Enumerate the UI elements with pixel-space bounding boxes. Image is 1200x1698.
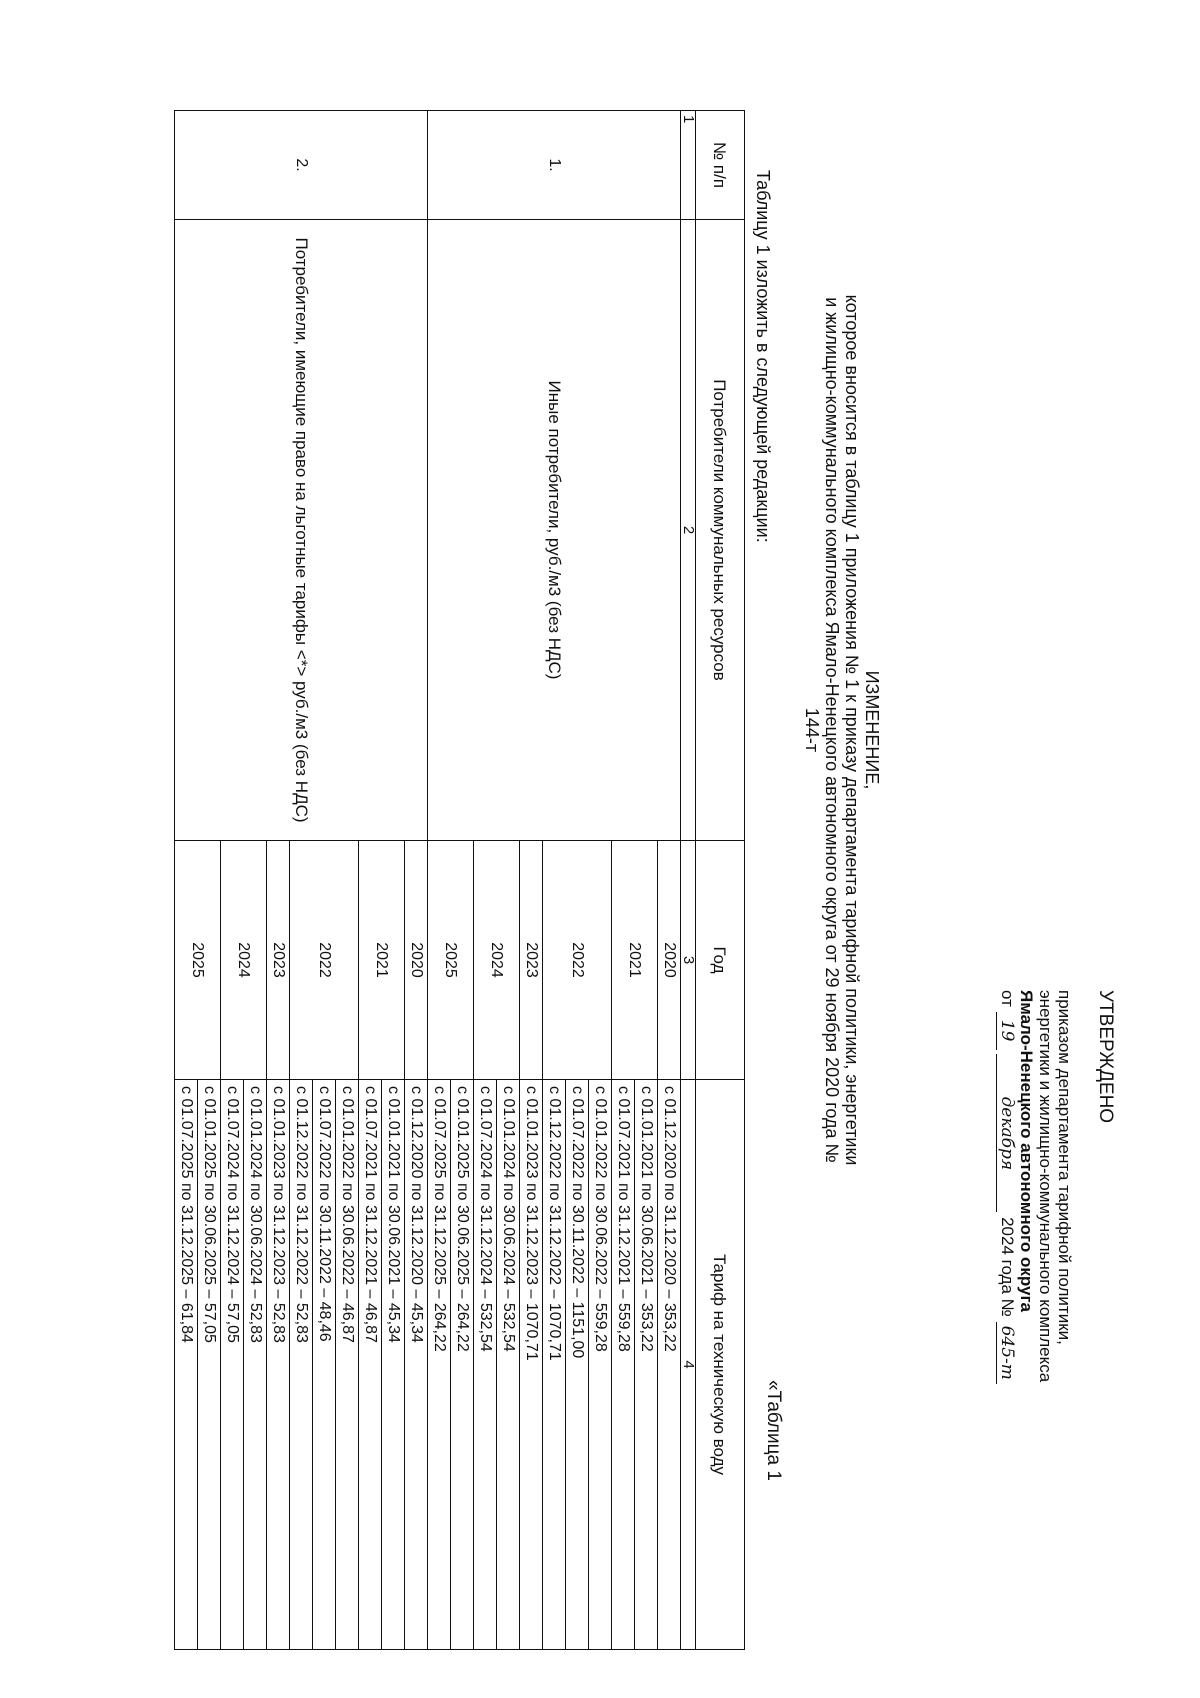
document-heading — [802, 110, 882, 1350]
tariff-cell: с 01.07.2025 по 31.12.2025 – 61,84 — [175, 1080, 198, 1650]
year-cell: 2020 — [405, 841, 428, 1080]
year-cell: 2024 — [474, 841, 520, 1080]
row-number: 2. — [175, 111, 428, 220]
row-number: 1. — [428, 111, 681, 220]
tariff-cell: с 01.12.2022 по 31.12.2022 – 1070,71 — [543, 1080, 566, 1650]
index-cell: 4 — [681, 1080, 696, 1650]
tariff-cell: с 01.01.2024 по 30.06.2024 – 532,54 — [497, 1080, 520, 1650]
index-cell: 1 — [681, 111, 696, 220]
tariff-cell: с 01.01.2023 по 31.12.2023 – 52,83 — [267, 1080, 290, 1650]
approval-block — [996, 990, 1115, 1420]
header-consumers: Потребители коммунальных ресурсов — [696, 220, 745, 841]
year-cell: 2024 — [221, 841, 267, 1080]
tariff-cell: с 01.07.2025 по 31.12.2025 – 264,22 — [428, 1080, 451, 1650]
table-header-row — [696, 111, 745, 1650]
year-cell: 2022 — [543, 841, 612, 1080]
header-year: Год — [696, 841, 745, 1080]
tariff-table — [174, 110, 745, 1650]
year-cell: 2025 — [428, 841, 474, 1080]
tariff-cell: с 01.01.2023 по 31.12.2023 – 1070,71 — [520, 1080, 543, 1650]
header-tariff: Тариф на техническую воду — [696, 1080, 745, 1650]
tariff-cell: с 01.01.2022 по 30.06.2022 – 46,87 — [336, 1080, 359, 1650]
date-year-text: 2024 года № — [998, 1217, 1017, 1317]
tariff-cell: с 01.07.2021 по 31.12.2021 – 46,87 — [359, 1080, 382, 1650]
consumer-category: Потребители, имеющие право на льготные тарифы <*> руб./м3 (без НДС) — [175, 220, 428, 841]
year-cell: 2025 — [175, 841, 221, 1080]
year-cell: 2023 — [267, 841, 290, 1080]
tariff-cell: с 01.07.2022 по 30.11.2022 – 48,46 — [313, 1080, 336, 1650]
table-tag: «Таблица 1 — [763, 1380, 784, 1481]
year-cell: 2021 — [612, 841, 658, 1080]
tariff-cell: с 01.07.2022 по 30.11.2022 – 1151,00 — [566, 1080, 589, 1650]
index-cell: 3 — [681, 841, 696, 1080]
year-cell: 2023 — [520, 841, 543, 1080]
handwritten-order-number: 645-т — [996, 1322, 1016, 1384]
approval-line: энергетики и жилищно-коммунального комплекса — [1036, 990, 1055, 1383]
tariff-cell: с 01.12.2020 по 31.12.2020 – 353,22 — [658, 1080, 681, 1650]
heading-title: ИЗМЕНЕНИЕ, — [862, 670, 882, 790]
tariff-cell: с 01.07.2021 по 31.12.2021 – 559,28 — [612, 1080, 635, 1650]
year-cell: 2020 — [658, 841, 681, 1080]
year-cell: 2022 — [290, 841, 359, 1080]
approval-line: приказом департамента тарифной политики, — [1055, 990, 1074, 1345]
tariff-cell: с 01.01.2025 по 30.06.2025 – 57,05 — [198, 1080, 221, 1650]
handwritten-month: декабря — [996, 1054, 1016, 1212]
tariff-cell: с 01.07.2024 по 31.12.2024 – 57,05 — [221, 1080, 244, 1650]
approval-title: УТВЕРЖДЕНО — [1095, 990, 1116, 1124]
tariff-cell: с 01.01.2022 по 30.06.2022 – 559,28 — [589, 1080, 612, 1650]
index-cell: 2 — [681, 220, 696, 841]
handwritten-day: 19 — [996, 1012, 1016, 1050]
consumer-category: Иные потребители, руб./м3 (без НДС) — [428, 220, 681, 841]
approval-date-line — [996, 990, 1017, 1420]
intro-text: Таблицу 1 изложить в следующей редакции: — [753, 170, 773, 543]
tariff-cell: с 01.12.2020 по 31.12.2020 – 45,34 — [405, 1080, 428, 1650]
tariff-cell: с 01.01.2024 по 30.06.2024 – 52,83 — [244, 1080, 267, 1650]
date-prefix: от — [998, 990, 1017, 1007]
year-cell: 2021 — [359, 841, 405, 1080]
tariff-cell: с 01.01.2025 по 30.06.2025 – 264,22 — [451, 1080, 474, 1650]
header-num: № п/п — [696, 111, 745, 220]
approval-line: Ямало-Ненецкого автономного округа — [1017, 990, 1036, 1313]
tariff-cell: с 01.01.2021 по 30.06.2021 – 45,34 — [382, 1080, 405, 1650]
tariff-cell: с 01.07.2024 по 31.12.2024 – 532,54 — [474, 1080, 497, 1650]
heading-text: которое вносится в таблицу 1 приложения № 1 к приказу департамента тарифной политики, энергетики и жилищно-коммунального комплекса Ямало-Ненецкого автономного округа от 29 ноября 2020 года № 144-т — [802, 294, 862, 1166]
tariff-cell: с 01.01.2021 по 30.06.2021 – 353,22 — [635, 1080, 658, 1650]
tariff-cell: с 01.12.2022 по 31.12.2022 – 52,83 — [290, 1080, 313, 1650]
table-row — [405, 111, 428, 1650]
table-row — [658, 111, 681, 1650]
table-index-row — [681, 111, 696, 1650]
